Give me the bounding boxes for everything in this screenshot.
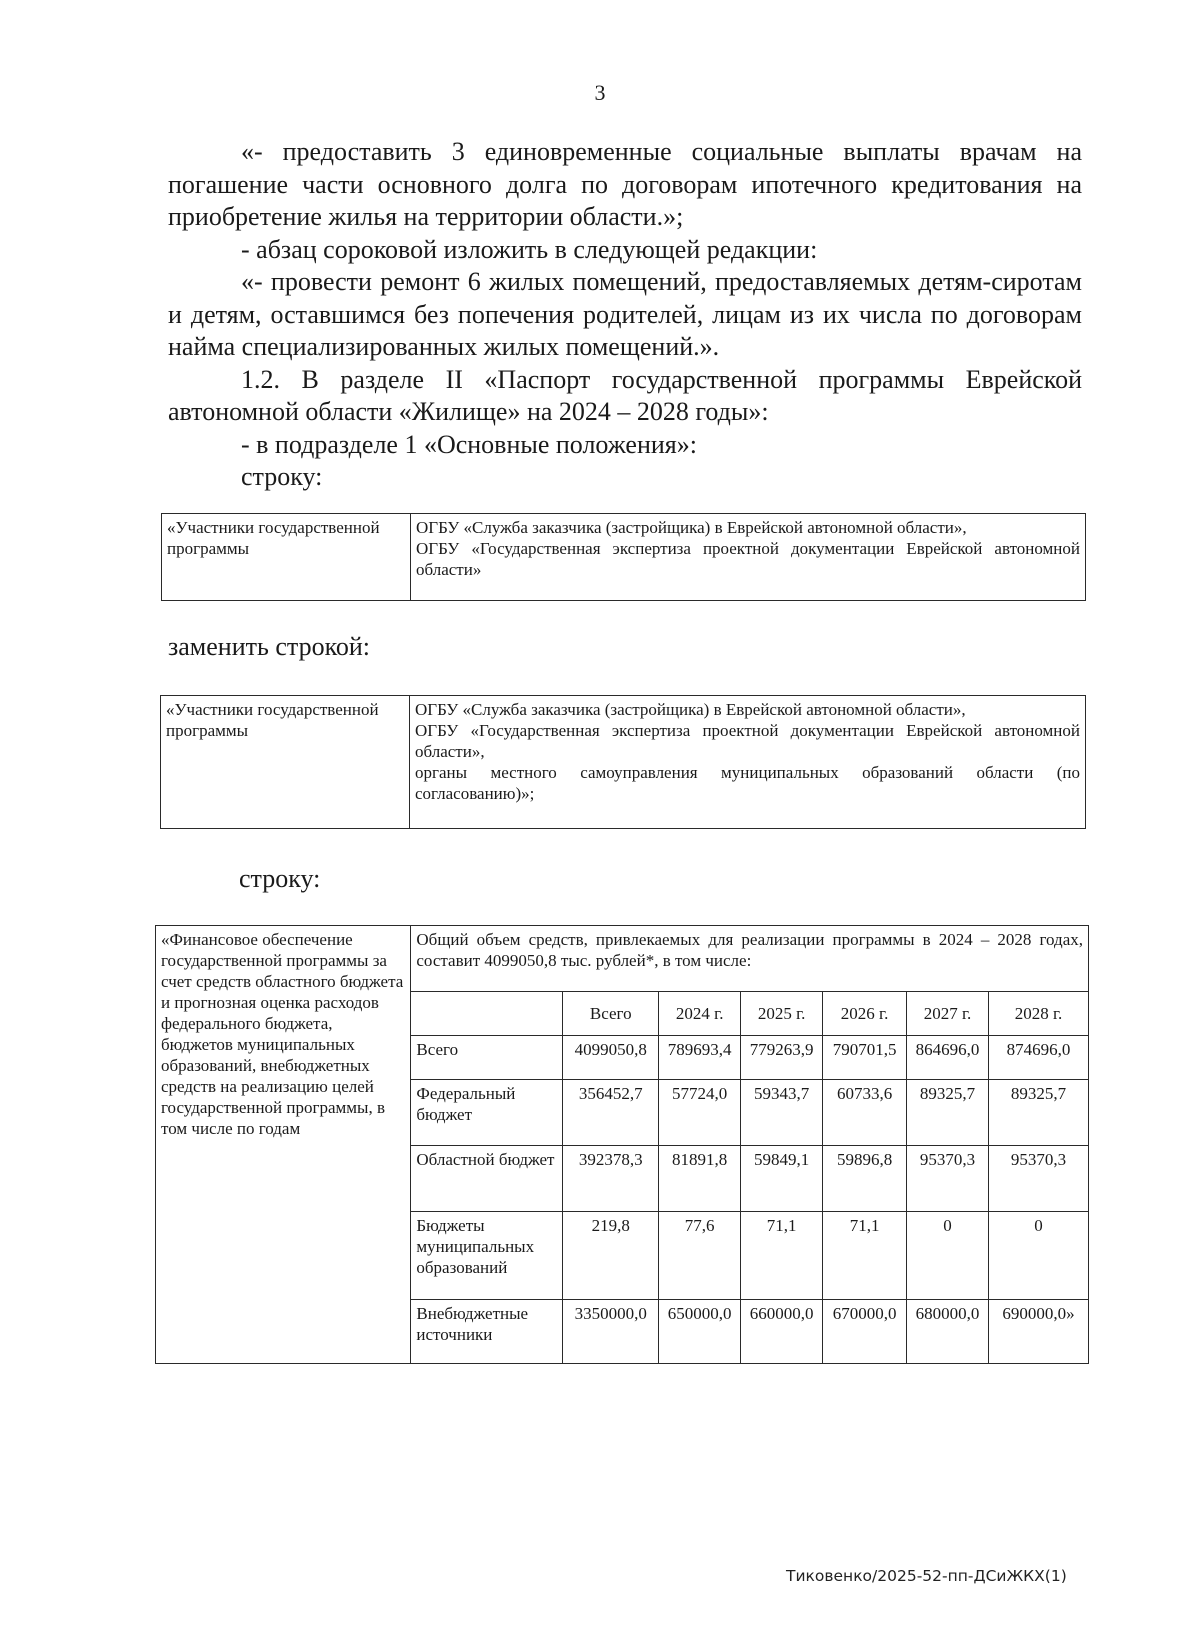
row-label-cell: Всего [411,1036,563,1080]
finance-table [155,925,1089,1364]
value-cell: 59849,1 [741,1146,823,1212]
cell-line: ОГБУ «Государственная экспертиза проектной документации Еврейской автономной области» [416,539,1080,579]
page-number: 3 [594,80,606,105]
value-cell: 59343,7 [741,1080,823,1146]
value-cell: 650000,0 [659,1300,741,1364]
paragraph: «- провести ремонт 6 жилых помещений, предоставляемых детям-сиротам и детям, оставшимся без попечения родителей, лицам из их числа по договорам найма специализированных жилых помещений.». [168,267,1082,361]
table-row [162,514,1086,601]
value-cell: 81891,8 [659,1146,741,1212]
value-cell: 0 [989,1212,1089,1300]
header-cell: 2024 г. [659,992,741,1036]
paragraph: - в подразделе 1 «Основные положения»: [241,429,697,459]
header-cell [411,992,563,1036]
value-cell: 57724,0 [659,1080,741,1146]
body-text [168,136,1082,494]
value-cell: 670000,0 [823,1300,907,1364]
paragraph: «- предоставить 3 единовременные социальные выплаты врачам на погашение части основного долга по договорам ипотечного кредитования на приобретение жилья на территории области.»; [168,137,1082,231]
value-cell: 59896,8 [823,1146,907,1212]
cell-line: ОГБУ «Служба заказчика (застройщика) в Еврейской автономной области», [415,700,966,719]
value-cell: 89325,7 [989,1080,1089,1146]
row-label-cell: Внебюджетные источники [411,1300,563,1364]
value-cell: 77,6 [659,1212,741,1300]
value-cell: 392378,3 [563,1146,659,1212]
value-cell: 790701,5 [823,1036,907,1080]
value-cell: 789693,4 [659,1036,741,1080]
paragraph: 1.2. В разделе II «Паспорт государственной программы Еврейской автономной области «Жилище» на 2024 – 2028 годы»: [168,364,1082,426]
document-footer: Тиковенко/2025-52-пп-ДСиЖКХ(1) [786,1567,1067,1585]
participants-table-new [160,695,1086,829]
table-cell-label: «Участники государственной программы [161,696,410,829]
row-label-cell: Федеральный бюджет [411,1080,563,1146]
cell-line: органы местного самоуправления муниципальных образований области (по согласованию)»; [415,763,1080,803]
value-cell: 60733,6 [823,1080,907,1146]
header-cell: 2027 г. [907,992,989,1036]
header-cell: 2028 г. [989,992,1089,1036]
cell-line: ОГБУ «Служба заказчика (застройщика) в Еврейской автономной области», [416,518,967,537]
table-cell-label: «Участники государственной программы [162,514,411,601]
row-label: строку: [239,864,321,893]
value-cell: 874696,0 [989,1036,1089,1080]
finance-intro-cell: Общий объем средств, привлекаемых для реализации программы в 2024 – 2028 годах, составит 4099050,8 тыс. рублей*, в том числе: [411,926,1089,992]
replace-label: заменить строкой: [168,632,371,661]
value-cell: 0 [907,1212,989,1300]
table-cell-value [411,514,1086,601]
participants-table-old [161,513,1086,601]
value-cell: 779263,9 [741,1036,823,1080]
value-cell: 356452,7 [563,1080,659,1146]
header-cell: 2026 г. [823,992,907,1036]
value-cell: 660000,0 [741,1300,823,1364]
row-label-cell: Областной бюджет [411,1146,563,1212]
header-cell: Всего [563,992,659,1036]
table-cell-value [410,696,1086,829]
value-cell: 690000,0» [989,1300,1089,1364]
value-cell: 71,1 [741,1212,823,1300]
cell-line: ОГБУ «Государственная экспертиза проектной документации Еврейской автономной области», [415,721,1080,761]
value-cell: 864696,0 [907,1036,989,1080]
value-cell: 95370,3 [907,1146,989,1212]
value-cell: 71,1 [823,1212,907,1300]
header-cell: 2025 г. [741,992,823,1036]
value-cell: 3350000,0 [563,1300,659,1364]
finance-label-cell: «Финансовое обеспечение государственной программы за счет средств областного бюджета и прогнозная оценка расходов федерального бюджета, бюджетов муниципальных образований, внебюджетных средств на реализацию целей государственной программы, в том числе по годам [156,926,411,1364]
table-row [161,696,1086,829]
value-cell: 4099050,8 [563,1036,659,1080]
paragraph: строку: [241,462,323,491]
value-cell: 680000,0 [907,1300,989,1364]
value-cell: 95370,3 [989,1146,1089,1212]
paragraph: - абзац сороковой изложить в следующей редакции: [241,234,818,264]
table-row [156,926,1089,992]
row-label-cell: Бюджеты муниципальных образований [411,1212,563,1300]
value-cell: 89325,7 [907,1080,989,1146]
value-cell: 219,8 [563,1212,659,1300]
